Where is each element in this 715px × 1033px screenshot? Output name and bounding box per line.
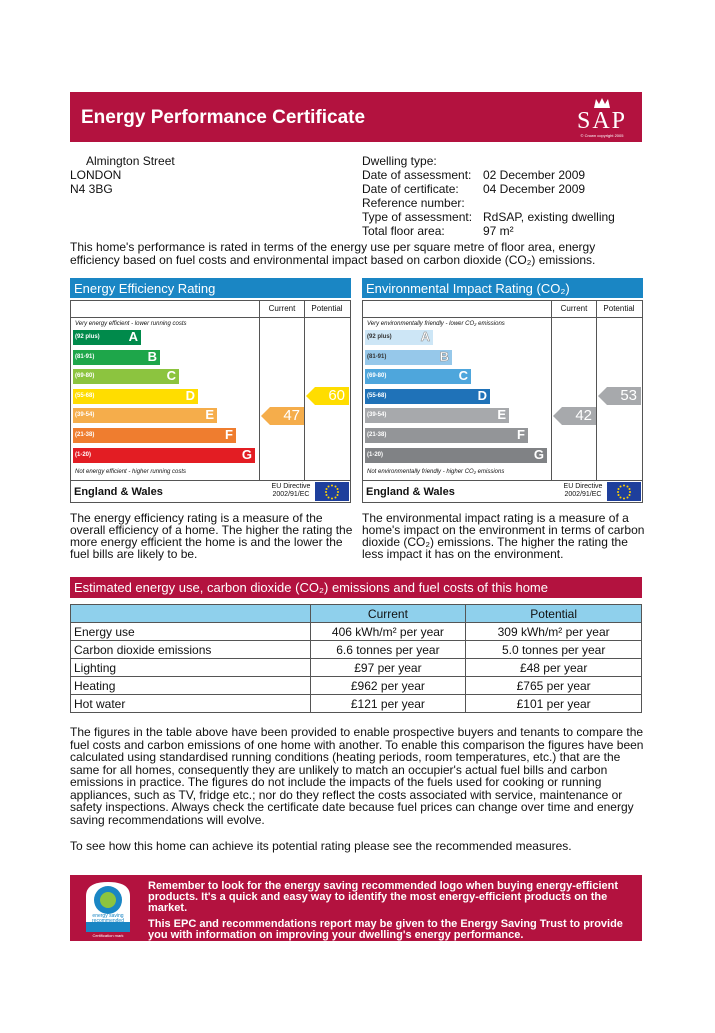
logo-sub: Certification mark [92,933,124,938]
band-letter: E [205,407,214,423]
band-letter: F [517,427,525,442]
region-label: England & Wales [74,486,163,498]
band-e [365,408,509,423]
current-rating-indicator [270,407,304,425]
band-range: (39-54) [75,412,95,419]
detail-value: 97 m² [483,224,514,238]
potential-rating-indicator [315,387,349,405]
potential-rating-value: 60 [328,387,345,405]
band-c [365,369,471,384]
band-letter: B [147,348,157,364]
address-line: N4 3BG [70,182,113,196]
bottom-caption: Not environmentally friendly - higher CO₂ emissions [367,469,505,475]
column-potential: Potential [311,304,343,313]
band-d [73,389,198,404]
current-rating-value: 47 [283,406,300,424]
potential-value: 5.0 tonnes per year [466,641,642,659]
banner-line-2: This EPC and recommendations report may be given to the Energy Saving Trust to provide you with information on improving your dwelling's energy performance. [148,918,623,941]
logo-text: energy saving recommended [92,913,124,924]
potential-rating-value: 53 [620,387,637,405]
banner-line-1: Remember to look for the energy saving recommended logo when buying energy-efficient products. It's a quick and easy way to identify the most energy-efficient products on the market. [148,880,619,914]
band-letter: F [225,427,233,442]
row-label: Energy use [71,623,311,641]
row-label: Lighting [71,659,311,677]
band-range: (69-80) [75,373,95,380]
current-value: 406 kWh/m² per year [310,623,466,641]
band-b [73,350,160,365]
panel-title-text: Environmental Impact Rating (CO₂) [366,281,570,296]
property-address [70,154,175,196]
eu-flag-icon [607,482,641,501]
panel-title-text: Energy Efficiency Rating [74,281,216,296]
band-range: (1-20) [367,451,384,458]
bottom-caption: Not energy efficient - higher running costs [75,469,187,475]
band-letter: C [458,368,468,384]
panel-footer [363,481,642,502]
band-d [365,389,490,404]
environmental-impact-title [362,278,643,298]
environmental-impact-panel [362,278,643,503]
detail-label: Date of assessment: [362,168,472,182]
column-potential: Potential [466,605,642,623]
certificate-title: Energy Performance Certificate [81,107,366,128]
band-range: (21-38) [367,432,387,438]
band-range: (81-91) [75,353,95,360]
detail-label: Total floor area: [362,224,445,238]
band-g [73,448,255,463]
row-label: Carbon dioxide emissions [71,641,311,659]
energy-saving-banner [70,875,642,941]
eu-directive: EU Directive 2002/91/EC [271,483,311,498]
band-b [365,350,452,365]
address-line: Almington Street [86,154,175,168]
band-letter: A [420,329,430,344]
band-f [73,428,236,443]
detail-value: 02 December 2009 [483,168,586,182]
sap-logo-copyright: © Crown copyright 2005 [580,133,624,138]
eu-directive: EU Directive 2002/91/EC [563,483,603,498]
detail-label: Dwelling type: [362,154,437,168]
band-range: (81-91) [367,353,387,360]
intro-text: This home's performance is rated in terms of the energy use per square metre of floor area, energy efficiency based on fuel costs and environmental impact based on carbon dioxide (CO₂) emissions. [70,240,596,267]
band-letter: G [533,446,544,462]
band-letter: C [166,368,176,384]
column-current: Current [560,304,588,313]
table-header-row [71,605,642,623]
potential-value: £101 per year [466,695,642,713]
energy-efficiency-title [70,278,351,298]
energy-saving-recommended-logo [76,878,140,938]
current-rating-value: 42 [575,406,592,424]
band-letter: E [497,407,506,423]
band-letter: G [241,446,252,462]
certificate-header [70,92,642,142]
column-current: Current [268,304,296,313]
region-label: England & Wales [366,486,455,498]
efficiency-description: The energy efficiency rating is a measure of the overall efficiency of a home. The higher the rating the more energy efficient the home is and the lower the fuel bills are likely to be. [70,511,353,561]
current-value: £962 per year [310,677,466,695]
banner-text [148,881,638,941]
potential-rating-indicator [607,387,641,405]
band-c [73,369,179,384]
row-label: Hot water [71,695,311,713]
sap-logo [570,96,634,138]
potential-value: 309 kWh/m² per year [466,623,642,641]
energy-efficiency-panel [70,278,351,503]
band-letter: D [185,387,195,403]
rating-chart [362,300,643,503]
band-letter: B [439,348,449,364]
band-a [365,330,433,345]
current-value: £97 per year [310,659,466,677]
column-current: Current [310,605,466,623]
band-range: (92 plus) [75,334,100,340]
band-range: (55-68) [75,392,95,399]
band-range: (55-68) [367,392,387,399]
dwelling-details [362,154,615,238]
current-rating-indicator [562,407,596,425]
band-range: (69-80) [367,373,387,380]
table-row [71,695,642,713]
band-a [73,330,141,345]
table-row [71,677,642,695]
environmental-description: The environmental impact rating is a measure of a home's impact on the environment in terms of carbon dioxide (CO₂) emissions. The higher the rating the less impact it has on the environment. [362,511,645,561]
rating-chart [70,300,351,503]
detail-value: 04 December 2009 [483,182,586,196]
band-range: (1-20) [75,451,92,458]
band-letter: A [128,329,138,344]
estimate-table [70,604,642,713]
top-caption: Very energy efficient - lower running costs [75,321,187,327]
figures-explanation: The figures in the table above have been provided to enable prospective buyers and tenants to compare the fuel costs and carbon emissions of one home with another. To enable this comparison the figures have been calculated using standardised running conditions (heating periods, room temperatures, etc.) that are the same for all homes, consequently they are unlikely to match an occupier's actual fuel bills and carbon emissions in practice. The figures do not include the impacts of the fuels used for cooking or running appliances, such as TV, fridge etc.; nor do they reflect the costs associated with service, maintenance or safety inspections. Always check the certificate date because fuel prices can change over time and energy saving recommendations will evolve. [70,725,644,827]
eu-flag-icon [315,482,349,501]
band-letter: D [477,387,487,403]
current-value: £121 per year [310,695,466,713]
panel-footer [71,481,350,502]
band-range: (39-54) [367,412,387,419]
see-recommendations-text: To see how this home can achieve its potential rating please see the recommended measures. [70,839,572,853]
detail-label: Reference number: [362,196,465,210]
band-g [365,448,547,463]
table-row [71,641,642,659]
estimate-section-title [70,577,642,598]
address-line: LONDON [70,168,122,182]
band-range: (21-38) [75,432,95,438]
band-e [73,408,217,423]
detail-value: RdSAP, existing dwelling [483,210,615,224]
table-row [71,659,642,677]
top-caption: Very environmentally friendly - lower CO₂ emissions [367,321,505,327]
band-range: (92 plus) [367,334,392,340]
current-value: 6.6 tonnes per year [310,641,466,659]
potential-value: £765 per year [466,677,642,695]
sap-logo-text: SAP [576,108,628,134]
detail-label: Date of certificate: [362,182,459,196]
band-f [365,428,528,443]
table-row [71,623,642,641]
column-potential: Potential [603,304,635,313]
potential-value: £48 per year [466,659,642,677]
section-title-text: Estimated energy use, carbon dioxide (CO₂) emissions and fuel costs of this home [74,580,548,595]
row-label: Heating [71,677,311,695]
table-header-blank [71,605,311,623]
detail-label: Type of assessment: [362,210,473,224]
